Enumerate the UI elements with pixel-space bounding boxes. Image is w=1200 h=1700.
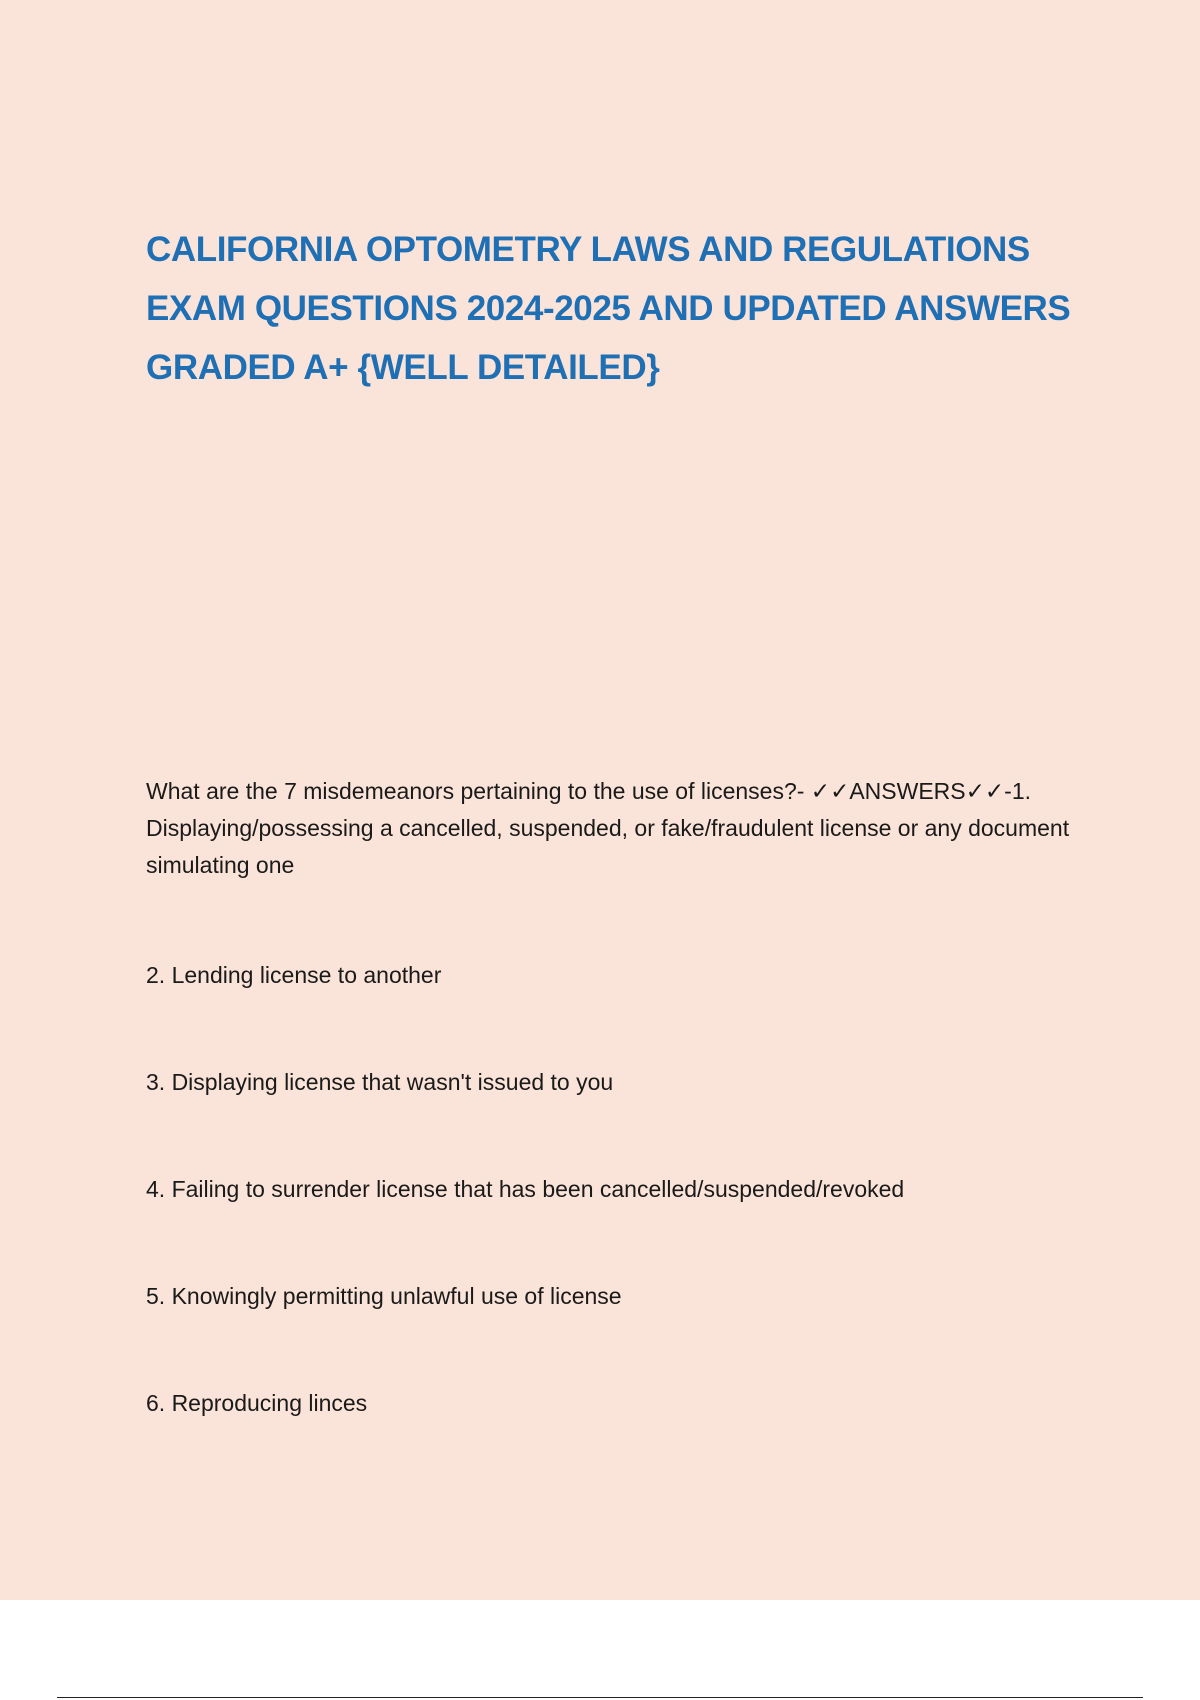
- answer-item-3: 3. Displaying license that wasn't issued to you: [146, 1069, 614, 1095]
- answer-item-5: 5. Knowingly permitting unlawful use of license: [146, 1283, 622, 1309]
- answer-item-6: 6. Reproducing linces: [146, 1390, 368, 1416]
- document-title: CALIFORNIA OPTOMETRY LAWS AND REGULATIONS EXAM QUESTIONS 2024-2025 AND UPDATED ANSWERS GRADED A+ {WELL DETAILED}: [146, 230, 1071, 387]
- answer-item-4: 4. Failing to surrender license that has been cancelled/suspended/revoked: [146, 1176, 905, 1202]
- answer-item-2: 2. Lending license to another: [146, 962, 442, 988]
- question-text: What are the 7 misdemeanors pertaining to the use of licenses?- ✓✓ANSWERS✓✓-1. Displaying/possessing a cancelled, suspended, or fake/fraudulent license or any document simulating one: [146, 778, 1070, 878]
- footer-divider: [57, 1697, 1143, 1698]
